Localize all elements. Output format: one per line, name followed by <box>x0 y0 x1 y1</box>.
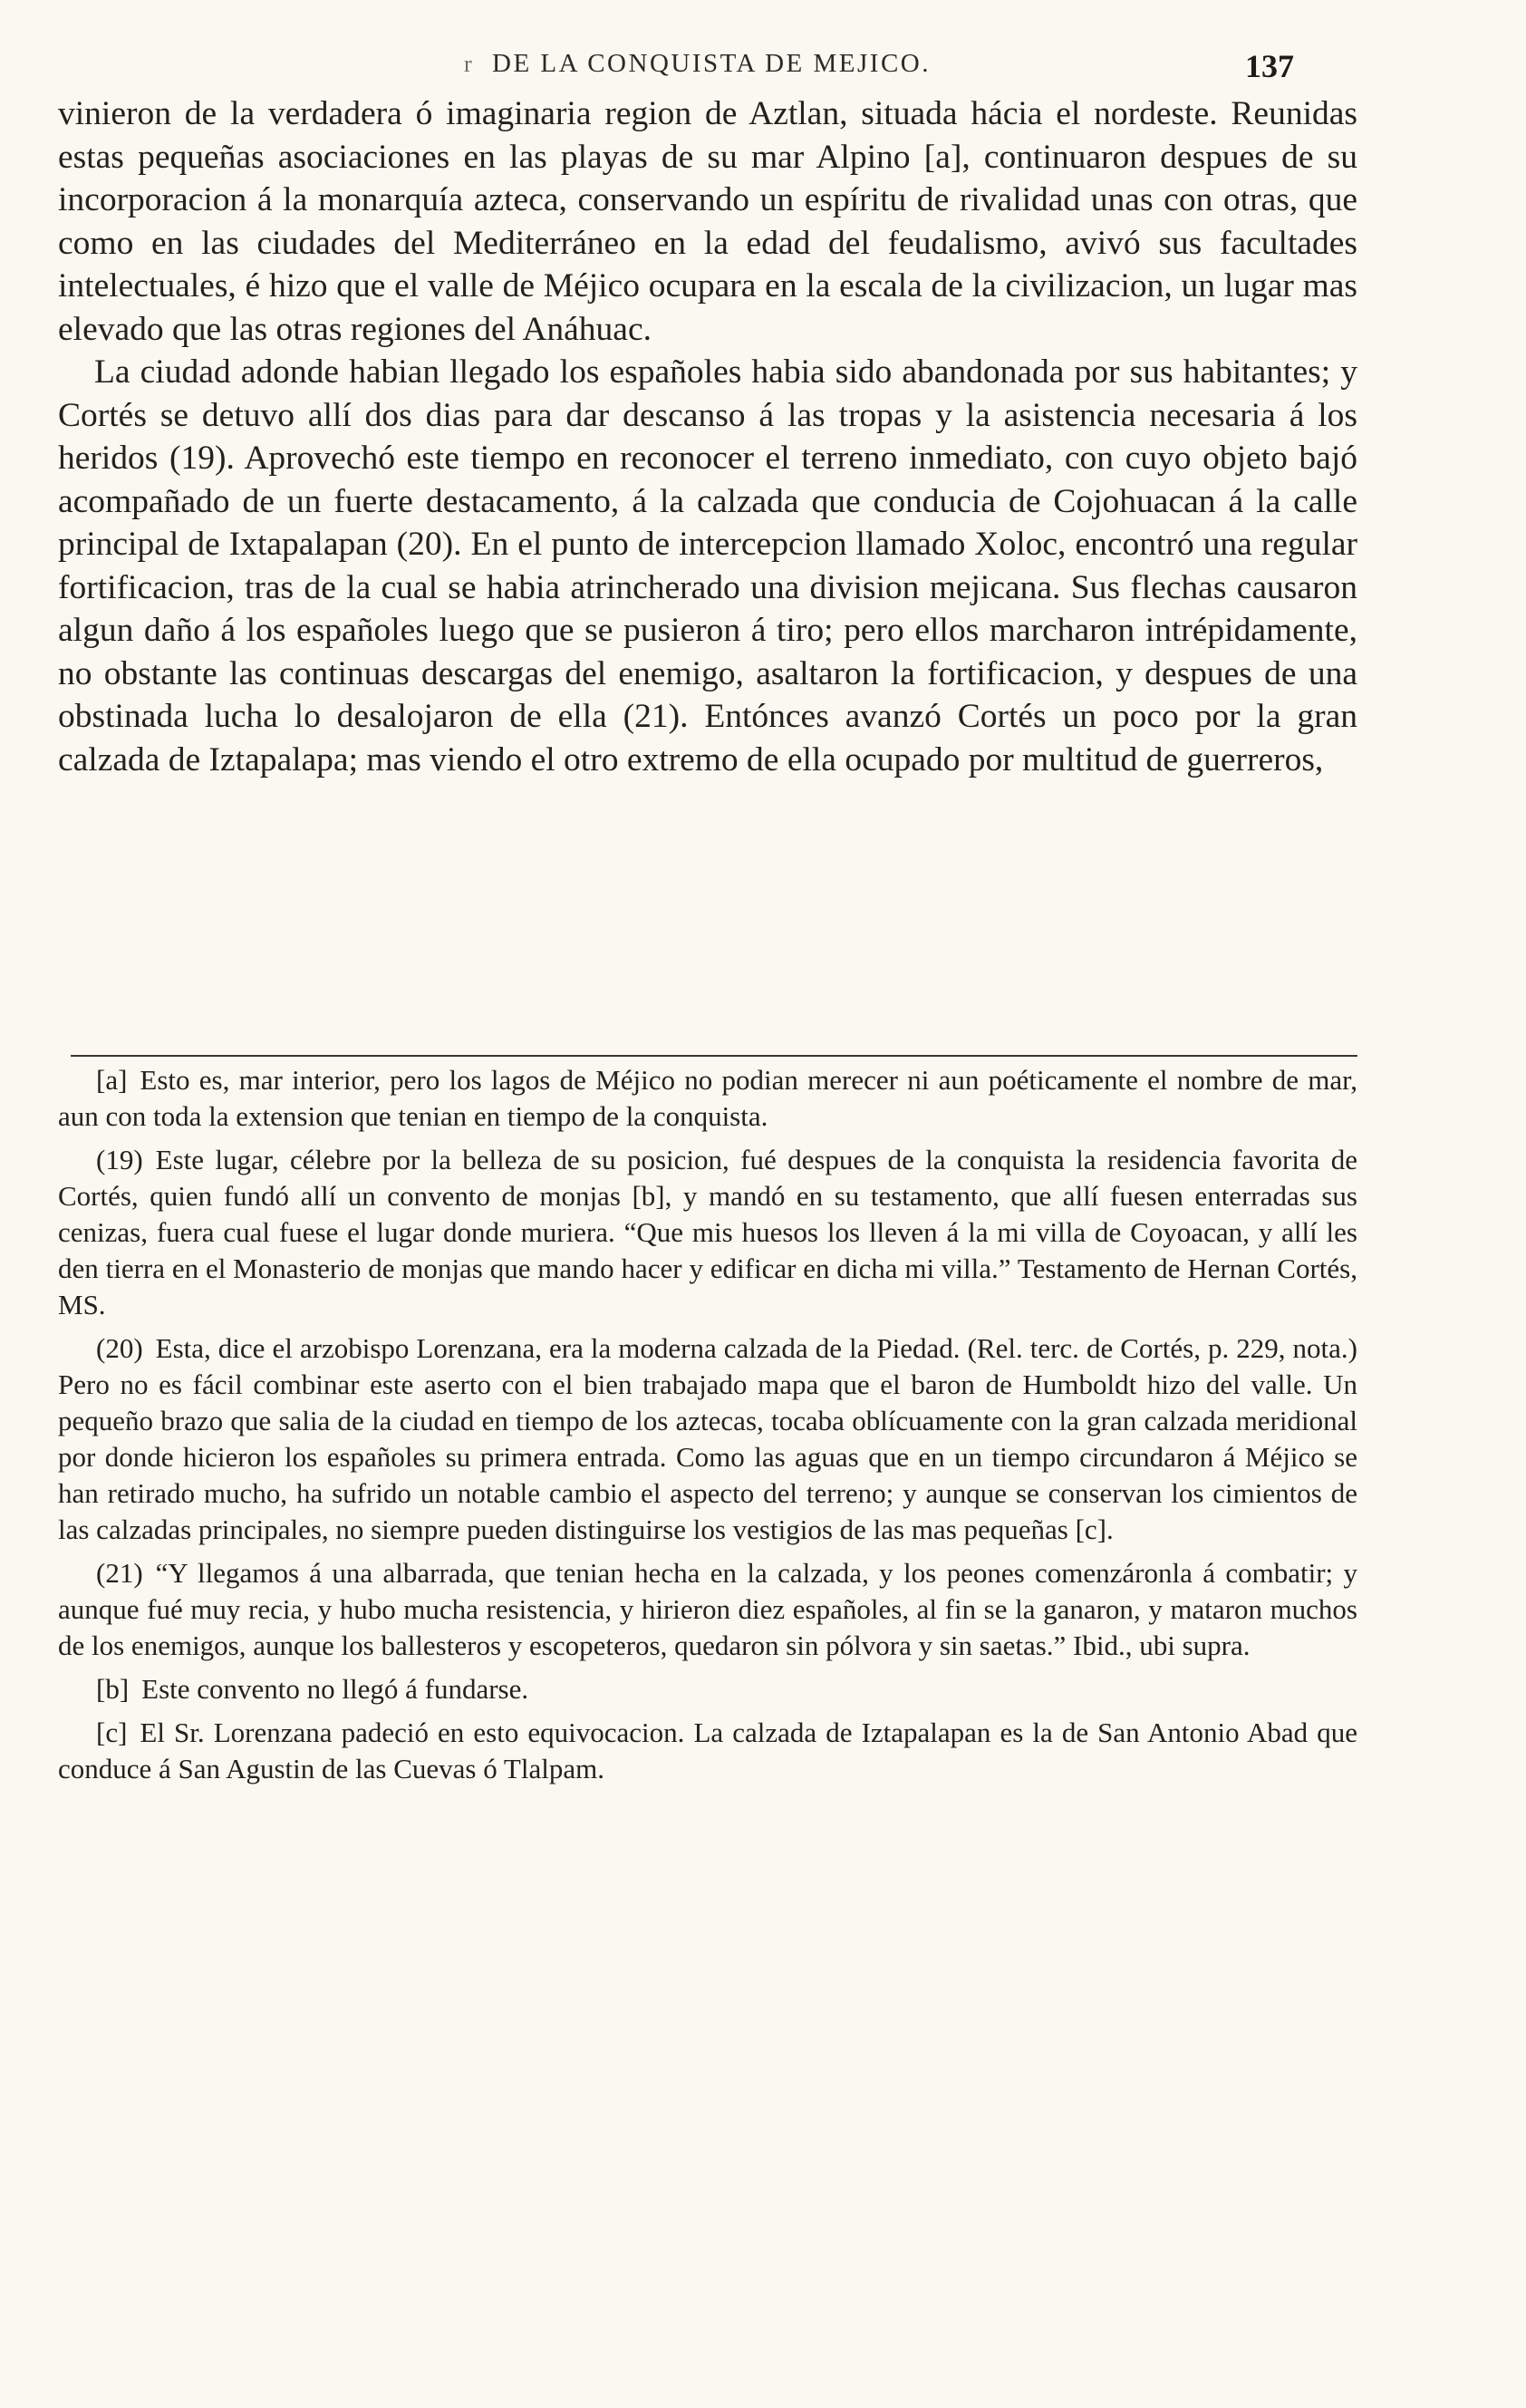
running-head: DE LA CONQUISTA DE MEJICO. <box>492 49 931 78</box>
footnote-text: Este lugar, célebre por la belleza de su posicion, fué despues de la conquista la residencia favorita de Cortés, quien fundó allí un convento de monjas [b], y mandó en su testamento, que allí fuesen enterradas sus cenizas, fuera cual fuese el lugar donde muriera. “Que mis huesos los lleven á la mi villa de Coyoacan, y allí les den tierra en el Monasterio de monjas que mando hacer y edificar en dicha mi villa.” Testamento de Hernan Cortés, MS. <box>58 1144 1357 1320</box>
paragraph-continuation: vinieron de la verdadera ó imaginaria region de Aztlan, situada hácia el nordeste. Reunidas estas pequeñas asociaciones en las playas de su mar Alpino [a], continuaron despues de su incorporacion á la monarquía azteca, conservando un espíritu de rivalidad unas con otras, que como en las ciudades del Mediterráneo en la edad del feudalismo, avivó sus facultades intelectuales, é hizo que el valle de Méjico ocupara en la escala de la civilizacion, un lugar mas elevado que las otras regiones del Anáhuac. <box>58 95 1357 348</box>
footnote-text: Esto es, mar interior, pero los lagos de Méjico no podian merecer ni aun poéticamente el nombre de mar, aun con toda la extension que tenian en tiempo de la conquista. <box>58 1064 1357 1132</box>
footnote-21 <box>58 1555 1357 1664</box>
footnote-rule <box>71 1055 1357 1057</box>
footnote-marker: (19) <box>96 1144 143 1175</box>
footnote-text: Esta, dice el arzobispo Lorenzana, era la moderna calzada de la Piedad. (Rel. terc. de Cortés, p. 229, nota.) Pero no es fácil combinar este aserto con el bien trabajado mapa que el baron de Humboldt hizo del valle. Un pequeño brazo que salia de la ciudad en tiempo de los aztecas, tocaba oblícuamente con la gran calzada meridional por donde hicieron los españoles su primera entrada. Como las aguas que en un tiempo circundaron á Méjico se han retirado mucho, ha sufrido un notable cambio el aspecto del terreno; y aunque se conservan los cimientos de las calzadas principales, no siempre pueden distinguirse los vestigios de las mas pequeñas [c]. <box>58 1332 1357 1545</box>
footnote-b <box>58 1671 1357 1707</box>
page-number: 137 <box>1245 48 1294 84</box>
footnote-19 <box>58 1142 1357 1323</box>
footnote-marker: (20) <box>96 1332 143 1364</box>
footnote-c <box>58 1715 1357 1787</box>
footnote-20 <box>58 1330 1357 1548</box>
footnote-text: “Y llegamos á una albarrada, que tenian hecha en la calzada, y los peones comenzáronla á combatir; y aunque fué muy recia, y hubo mucha resistencia, y hirieron diez españoles, al fin se la ganaron, y mataron muchos de los enemigos, aunque los ballesteros y escopeteros, quedaron sin pólvora y sin saetas.” Ibid., ubi supra. <box>58 1557 1357 1661</box>
footnote-marker: [c] <box>96 1717 128 1748</box>
footnote-text: El Sr. Lorenzana padeció en esto equivocacion. La calzada de Iztapalapan es la de San Antonio Abad que conduce á San Agustin de las Cuevas ó Tlalpam. <box>58 1717 1357 1784</box>
footnote-marker: [b] <box>96 1673 130 1705</box>
footnote-marker: [a] <box>96 1064 128 1096</box>
footnote-marker: (21) <box>96 1557 143 1589</box>
main-text <box>58 92 1357 781</box>
page-mark: r <box>464 51 472 77</box>
footnotes <box>58 1062 1357 1794</box>
paragraph-ciudad: La ciudad adonde habian llegado los españoles habia sido abandonada por sus habitantes; y Cortés se detuvo allí dos dias para dar descanso á las tropas y la asistencia necesaria á los heridos (19). Aprovechó este tiempo en reconocer el terreno inmediato, con cuyo objeto bajó acompañado de un fuerte destacamento, á la calzada que conducia de Cojohuacan á la calle principal de Ixtapalapan (20). En el punto de intercepcion llamado Xoloc, encontró una regular fortificacion, tras de la cual se habia atrincherado una division mejicana. Sus flechas causaron algun daño á los españoles luego que se pusieron á tiro; pero ellos marcharon intrépidamente, no obstante las continuas descargas del enemigo, asaltaron la fortificacion, y despues de una obstinada lucha lo desalojaron de ella (21). Entónces avanzó Cortés un poco por la gran calzada de Iztapalapa; mas viendo el otro extremo de ella ocupado por multitud de guerreros, <box>58 353 1357 778</box>
footnote-text: Este convento no llegó á fundarse. <box>141 1673 529 1705</box>
footnote-a <box>58 1062 1357 1135</box>
